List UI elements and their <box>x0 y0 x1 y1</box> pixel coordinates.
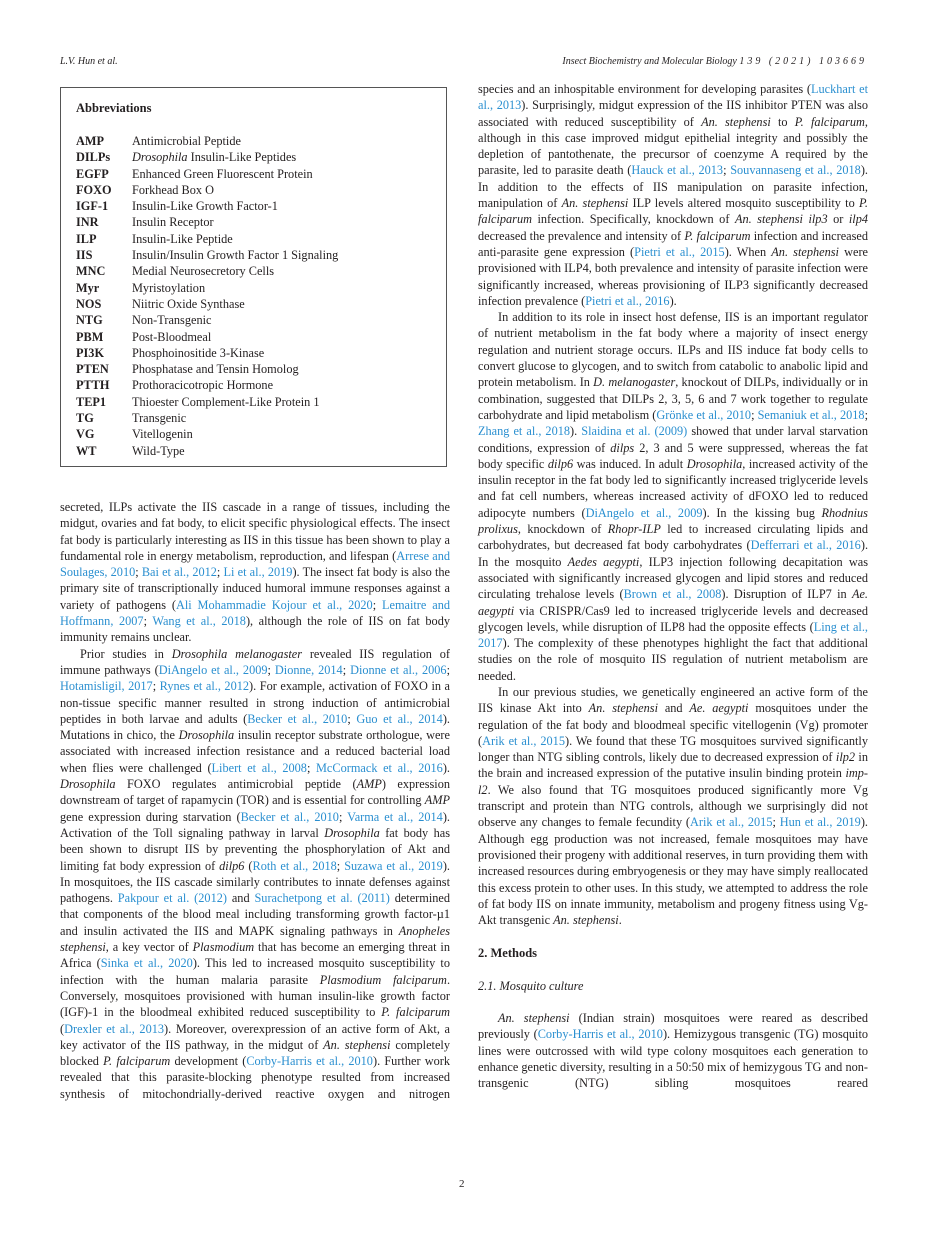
italic-text: Rhodnius prolixus <box>478 505 868 537</box>
text-run: was induced. In adult <box>573 456 687 471</box>
text-run: via CRISPR/Cas9 led to increased triglyceride levels and decreased glycogen levels, while disruption of ILP8 had the opposite effects ( <box>478 603 868 634</box>
text-run: ). <box>570 424 582 439</box>
text-run: ; <box>336 858 345 873</box>
text-run: ; <box>446 662 450 677</box>
text-run: . We also found that TG mosquitoes produced significantly more Vg transcript and protein than NTG controls, although we surprisingly did not observe any changes to female fecundity ( <box>478 782 868 830</box>
text-run: ). Disruption of ILP7 in <box>721 587 852 602</box>
abbreviation-definition <box>132 247 338 263</box>
italic-text: Anopheles stephensi <box>60 923 450 955</box>
subsection-heading-mosquito-culture: 2.1. Mosquito culture <box>478 978 584 993</box>
abbreviation-row <box>76 247 436 263</box>
text-run: Phosphatase and Tensin Homolog <box>132 362 299 377</box>
abbreviation-definition <box>132 377 273 393</box>
abbreviation-definition <box>132 345 264 361</box>
abbreviation-row <box>76 214 436 230</box>
text-run: fat body has been shown to disrupt IIS by preventing the phosphorylation of Akt and limiting fat body expression of <box>60 825 450 873</box>
text-run: ; <box>338 809 348 824</box>
citation-link[interactable]: Arik et al., 2015 <box>482 733 565 748</box>
text-run: , knockdown of <box>517 522 608 537</box>
citation-link[interactable]: Bai et al., 2012 <box>141 565 217 580</box>
text-run: Antimicrobial Peptide <box>132 134 241 148</box>
italic-text: dilp6 <box>547 456 574 471</box>
text-run: In addition to its role in insect host defense, IIS is an important regulator of nutrient metabolism in the fat body where a majority of insect energy regulation and nutrient storage occurs. ILPs and IIS induce fat body cells to convert glucose to glycogen, and to switch from catabolic to anabolic lipid and protein metabolism. In <box>478 310 868 390</box>
citation-link[interactable]: DiAngelo et al., 2009 <box>158 662 268 677</box>
italic-text: P. falciparum <box>381 1005 450 1020</box>
text-run: Wild-Type <box>132 443 185 458</box>
text-run: development ( <box>170 1054 247 1069</box>
abbreviation-definition <box>132 361 299 377</box>
citation-link[interactable]: Suzawa et al., 2019 <box>344 858 443 873</box>
italic-text: An. stephensi <box>553 913 619 928</box>
citation-link[interactable]: Drexler et al., 2013 <box>64 1021 165 1036</box>
text-run: , increased activity of the insulin receptor in the fat body led to significantly increased triglyceride levels and fat cell numbers, whereas increased activity of dFOXO led to reduced adipocyte numbers ( <box>478 456 868 520</box>
abbreviation-row <box>76 280 436 296</box>
abbreviation-row <box>76 166 436 182</box>
italic-text: AMP <box>424 793 450 808</box>
text-run: decreased the prevalence and intensity of <box>478 228 685 243</box>
citation-link[interactable]: Zhang et al., 2018 <box>478 424 571 439</box>
text-run: Insulin-Like Peptide <box>132 231 233 246</box>
citation-link[interactable]: Lemaitre and Hoffmann, 2007 <box>60 597 450 629</box>
text-run: insulin receptor substrate orthologue, were associated with increased infection resistance and a reduced bacterial load when flies were challenged ( <box>60 728 450 775</box>
text-run: mosquitoes under the regulation of the fat body and bloodmeal specific vitellogenin (Vg) promoter ( <box>478 701 869 748</box>
text-run: ). Mutations in chico, the <box>60 711 450 743</box>
text-run: ; <box>751 407 758 422</box>
italic-text: An. stephensi <box>771 244 839 259</box>
text-run: Phosphoinositide 3-Kinase <box>132 345 265 360</box>
italic-text: P. falciparum <box>103 1054 171 1069</box>
citation-link[interactable]: Grönke et al., 2010 <box>656 407 752 422</box>
text-run: or <box>827 212 849 227</box>
abbreviation-key: AMP <box>76 134 104 148</box>
text-run: ). In mosquitoes, the IIS cascade similarly contributes to innate defenses against pathogens. <box>60 858 450 906</box>
text-run: Post-Bloodmeal <box>132 329 212 344</box>
citation-link[interactable]: Becker et al., 2010 <box>240 809 339 824</box>
abbreviation-row <box>76 296 436 312</box>
text-run: Prothoracicotropic Hormone <box>132 378 274 393</box>
italic-text: Drosophila <box>178 728 235 743</box>
text-run: In our previous studies, we genetically engineered an active form of the IIS kinase Akt into <box>478 684 868 716</box>
text-run: revealed IIS regulation of immune pathways ( <box>60 646 450 677</box>
abbreviation-key: IIS <box>76 248 93 263</box>
section-heading-methods: 2. Methods <box>478 946 538 961</box>
paragraph <box>478 684 868 928</box>
text-run: Insulin-Like Growth Factor-1 <box>132 199 278 214</box>
abbreviation-row <box>76 182 436 198</box>
text-run: ). Moreover, overexpression of an active form of Akt, a key activator of the IIS pathway, in the midgut of <box>60 1021 450 1052</box>
italic-text: Drosophila melanogaster <box>171 646 303 661</box>
paragraph <box>478 81 868 309</box>
abbreviation-definition <box>132 394 320 410</box>
italic-text: An. stephensi <box>498 1011 570 1026</box>
text-run: ). For example, activation of FOXO in a non-tissue specific manner resulted in strong induction of antimicrobial peptides in both larvae and adults ( <box>60 679 451 726</box>
text-run: Myristoylation <box>132 280 206 295</box>
citation-link[interactable]: Dionne et al., 2006 <box>350 662 447 677</box>
text-run: , although in this case improved midgut epithelial integrity and possibly the depletion of pantothenate, the precursor of coenzyme A required by the parasite, led to parasite death ( <box>478 114 868 178</box>
abbreviation-definition <box>132 312 211 328</box>
text-run: ; <box>152 679 160 694</box>
abbreviation-definition <box>132 329 211 345</box>
journal-name: Insect Biochemistry and Molecular Biology <box>562 56 737 67</box>
text-run: Insulin Receptor <box>132 215 214 230</box>
text-run: completely blocked <box>60 1037 450 1069</box>
abbreviation-key: PBM <box>76 329 104 344</box>
italic-text: D. melanogaster <box>593 375 676 390</box>
abbreviation-row <box>76 312 436 328</box>
abbreviation-definition <box>132 410 186 426</box>
italic-text: P. falciparum <box>478 196 868 227</box>
text-run: determined that components of the blood meal including transforming growth factor-µ1 and insulin activated the IIS and MAPK signaling pathways in <box>60 891 451 938</box>
running-header-authors: L.V. Hun et al. <box>60 56 118 67</box>
italic-text: ilp2 <box>835 750 856 765</box>
abbreviation-definition <box>132 133 241 149</box>
text-run: Vitellogenin <box>132 427 193 442</box>
text-run: infection and increased anti-parasite gene expression ( <box>478 228 868 259</box>
abbreviation-key: EGFP <box>76 166 109 181</box>
italic-text: Ae. aegypti <box>689 701 749 716</box>
citation-link[interactable]: Corby-Harris et al., 2010 <box>537 1027 663 1042</box>
abbreviation-key: TEP1 <box>76 394 107 409</box>
text-run: showed that under larval starvation conditions, expression of <box>478 424 868 455</box>
text-run: ). The complexity of these phenotypes highlight the fact that additional studies on the role of mosquito IIS regulation of nutrient metabolism are needed. <box>478 636 868 683</box>
text-run: Prior studies in <box>80 646 172 661</box>
abbreviation-definition <box>132 166 313 182</box>
italic-text: AMP <box>356 777 382 792</box>
text-run: Transgenic <box>132 411 187 426</box>
text-run: and <box>657 701 690 716</box>
italic-text: Plasmodium falciparum <box>319 972 447 987</box>
abbreviation-key: FOXO <box>76 182 112 197</box>
abbreviation-key: ILP <box>76 231 97 246</box>
text-run: , ILP3 injection following decapitation was associated with significantly increased glycogen and lipid stores and reduced circulating trehalose levels ( <box>478 554 868 602</box>
citation-link[interactable]: Ali Mohammadie Kojour et al., 2020 <box>175 597 373 612</box>
italic-text: An. stephensi <box>588 701 658 716</box>
citation-link[interactable]: Souvannaseng et al., 2018 <box>730 163 861 178</box>
abbreviation-row <box>76 345 436 361</box>
text-run: . <box>618 913 622 928</box>
text-run: ). <box>669 293 677 308</box>
citation-link[interactable]: Semaniuk et al., 2018 <box>757 407 865 422</box>
italic-text: P. falciparum <box>794 114 865 129</box>
abbreviation-row <box>76 133 436 149</box>
abbreviation-key: IGF-1 <box>76 199 109 214</box>
text-run: , knockout of DILPs, individually or in combination, suggested that DILPs 2, 3, 5, 6 and 7 work together to regulate carbohydrate and lipid metabolism ( <box>478 375 869 422</box>
page-number: 2 <box>459 1178 465 1190</box>
abbreviation-key: DILPs <box>76 150 111 165</box>
italic-text: An. stephensi <box>701 114 771 129</box>
text-run: ; <box>772 815 780 830</box>
italic-text: An. stephensi <box>323 1037 391 1052</box>
text-run: and <box>226 891 255 906</box>
abbreviation-key: PI3K <box>76 345 105 360</box>
abbreviation-row <box>76 149 436 165</box>
abbreviation-definition <box>132 443 185 459</box>
citation-link[interactable]: Luckhart et al., 2013 <box>478 82 868 113</box>
volume-info: 139 (2021) 103669 <box>739 56 867 67</box>
citation-link[interactable]: Ling et al., 2017 <box>478 619 868 651</box>
text-run: gene expression during starvation ( <box>60 809 241 824</box>
text-run: ; <box>372 597 382 612</box>
abbreviation-row <box>76 361 436 377</box>
text-run: ). We found that these TG mosquitoes survived significantly longer than NTG sibling controls, likely due to decreased expression of <box>478 733 868 765</box>
text-run: Insulin-Like Peptides <box>187 150 297 165</box>
text-run: ; <box>143 614 153 629</box>
citation-link[interactable]: Slaidina et al. (2009) <box>581 424 688 439</box>
citation-link[interactable]: Pietri et al., 2016 <box>585 293 670 308</box>
abbreviation-definition <box>132 149 296 165</box>
text-run: ). Although egg production was not increased, female mosquitoes may have provisioned their progeny with additional reserves, in turn providing them with increased resources during embryogenesis or they may have simply reallocated this excess protein to other uses. In this study, we attempted to address the role of fat body IIS on innate immunity, metabolism and progeny fitness using Vg-Akt transgenic <box>478 815 868 928</box>
text-run: ). When <box>724 244 772 259</box>
abbreviation-definition <box>132 280 205 296</box>
paragraph <box>60 646 450 1102</box>
text-run: ; <box>723 163 731 178</box>
citation-link[interactable]: Li et al., 2019 <box>223 565 293 580</box>
text-run: ; <box>342 662 351 677</box>
abbreviation-row <box>76 426 436 442</box>
left-column <box>60 499 450 1102</box>
text-run: were provisioned with ILP4, both prevalence and intensity of parasite infection were significantly increased, whereas provisioning of ILP3 significantly decreased infection prevalence ( <box>478 244 868 308</box>
text-run: ). Hemizygous transgenic (TG) mosquito lines were outcrossed with wild type colony mosquitoes each generation to enhance genetic diversity, resulting in a 50:50 mix of hemizygous TG and non-transgenic (NTG) sibling mosquitoes reared <box>478 1027 869 1091</box>
text-run: ). <box>442 760 450 775</box>
citation-link[interactable]: Varma et al., 2014 <box>347 809 443 824</box>
citation-link[interactable]: McCormack et al., 2016 <box>316 760 443 775</box>
italic-text: Drosophila <box>324 825 380 840</box>
abbreviation-definition <box>132 214 214 230</box>
abbreviation-key: TG <box>76 411 94 426</box>
text-run: ), although the role of IIS on fat body immunity remains unclear. <box>60 614 450 645</box>
text-run: ). Activation of the Toll signaling pathway in larval <box>60 809 450 840</box>
text-run: Non-Transgenic <box>132 313 212 328</box>
citation-link[interactable]: Guo et al., 2014 <box>356 711 443 726</box>
italic-text: An. stephensi <box>561 196 629 211</box>
text-run: FOXO regulates antimicrobial peptide ( <box>115 777 357 792</box>
abbreviation-row <box>76 198 436 214</box>
text-run: ; <box>267 662 275 677</box>
italic-text: Plasmodium <box>192 940 255 955</box>
text-run: ; <box>306 760 316 775</box>
text-run: ). In addition to the effects of IIS manipulation on parasite infection, manipulation of <box>478 163 868 211</box>
citation-link[interactable]: Sinka et al., 2020 <box>100 956 193 971</box>
abbreviation-key: PTTH <box>76 378 110 393</box>
text-run: ; <box>347 711 357 726</box>
abbreviation-key: NOS <box>76 296 102 311</box>
abbreviation-row <box>76 263 436 279</box>
italic-text: ilp4 <box>848 212 868 227</box>
text-run: ; <box>864 407 868 422</box>
italic-text: Ae. aegypti <box>478 587 868 618</box>
abbreviation-key: Myr <box>76 280 100 295</box>
text-run: led to increased circulating lipids and carbohydrates, but decreased fat body carbohydrates ( <box>478 522 868 553</box>
citation-link[interactable]: Hotamisligil, 2017 <box>60 679 153 694</box>
text-run: ). Surprisingly, midgut expression of the IIS inhibitor PTEN was also associated with reduced susceptibility of <box>478 98 868 129</box>
text-run: that has become an emerging threat in Africa ( <box>60 940 450 971</box>
text-run: Insulin/Insulin Growth Factor 1 Signaling <box>132 248 339 263</box>
text-run: secreted, ILPs activate the IIS cascade in a range of tissues, including the midgut, ovaries and fat body, to elicit specific physiological effects. The insect fat body is particularly interesting as IIS in this tissue has been shown to play a fundamental role in energy metabolism, reproduction, and lifespan ( <box>60 500 450 563</box>
italic-text: P. falciparum <box>684 228 751 243</box>
text-run: 2, 3 and 5 were suppressed, whereas the fat body specific <box>478 440 868 471</box>
paragraph <box>478 309 868 684</box>
abbreviation-key: WT <box>76 443 97 458</box>
abbreviation-definition <box>132 426 193 442</box>
citation-link[interactable]: Pietri et al., 2015 <box>634 244 725 259</box>
text-run: Enhanced Green Fluorescent Protein <box>132 166 313 181</box>
citation-link[interactable]: Roth et al., 2018 <box>252 858 337 873</box>
text-run: species and an inhospitable environment for developing parasites ( <box>478 82 811 96</box>
text-run: ILP levels altered mosquito susceptibility to <box>628 196 859 211</box>
text-run: to <box>770 114 795 129</box>
text-run: , a key vector of <box>105 940 193 955</box>
citation-link[interactable]: Surachetpong et al. (2011) <box>254 891 390 906</box>
citation-link[interactable]: Libert et al., 2008 <box>211 760 307 775</box>
citation-link[interactable]: Arik et al., 2015 <box>690 815 773 830</box>
text-run: ). The insect fat body is also the primary site of transcriptionally induced humoral immune responses against a variety of pathogens ( <box>60 565 450 612</box>
citation-link[interactable]: Rynes et al., 2012 <box>159 679 250 694</box>
citation-link[interactable]: Brown et al., 2008 <box>623 587 722 602</box>
abbreviation-key: NTG <box>76 313 103 328</box>
abbreviation-row <box>76 329 436 345</box>
abbreviation-row <box>76 377 436 393</box>
text-run: ( <box>244 858 253 873</box>
citation-link[interactable]: Hun et al., 2019 <box>779 815 861 830</box>
citation-link[interactable]: Hauck et al., 2013 <box>631 163 724 178</box>
text-run: Thioester Complement-Like Protein 1 <box>132 394 320 409</box>
italic-text: Rhopr-ILP <box>607 522 661 537</box>
abbreviation-key: VG <box>76 427 95 442</box>
citation-link[interactable]: Arrese and Soulages, 2010 <box>60 548 450 580</box>
running-header-journal <box>562 54 867 70</box>
italic-text: Drosophila <box>686 456 743 471</box>
abbreviation-key: PTEN <box>76 362 109 377</box>
abbreviation-key: INR <box>76 215 99 230</box>
abbreviation-definition <box>132 231 233 247</box>
italic-text: imp-l2 <box>478 766 868 797</box>
abbreviations-list <box>76 133 436 459</box>
paragraph <box>478 1010 868 1091</box>
citation-link[interactable]: DiAngelo et al., 2009 <box>585 505 703 520</box>
citation-link[interactable]: Defferrari et al., 2016 <box>750 538 861 553</box>
italic-text: An. stephensi ilp3 <box>734 212 828 227</box>
text-run: in the brain and increased expression of the putative insulin binding protein <box>478 750 868 781</box>
abbreviation-row <box>76 394 436 410</box>
citation-link[interactable]: Dionne, 2014 <box>274 662 343 677</box>
italic-text: dilp6 <box>219 858 245 873</box>
right-column <box>478 81 868 1092</box>
citation-link[interactable]: Pakpour et al. (2012) <box>117 891 227 906</box>
abbreviation-row <box>76 231 436 247</box>
text-run: . Conversely, mosquitoes provisioned with human insulin-like growth factor (IGF)-1 in the bloodmeal exhibited reduced susceptibility to <box>60 972 451 1020</box>
abbreviations-box <box>60 87 447 467</box>
citation-link[interactable]: Wang et al., 2018 <box>152 614 246 629</box>
text-run: ; <box>216 565 224 580</box>
text-run: ) expression downstream of target of rapamycin (TOR) and is essential for controlling <box>60 777 451 808</box>
abbreviation-row <box>76 410 436 426</box>
text-run: ). Further work revealed that this parasite-blocking phenotype resulted from increased synthesis of mitochondrially-derived reactive oxygen and nitrogen <box>60 1054 451 1101</box>
abbreviations-title: Abbreviations <box>76 101 152 115</box>
abbreviation-definition <box>132 263 274 279</box>
abbreviation-definition <box>132 198 278 214</box>
italic-text: dilps <box>610 440 635 455</box>
text-run: infection. Specifically, knockdown of <box>531 212 735 227</box>
italic-text: Aedes aegypti <box>567 554 640 569</box>
text-run: Forkhead Box O <box>132 182 214 197</box>
italic-text: Drosophila <box>132 150 188 165</box>
text-run: (Indian strain) mosquitoes were reared as described previously ( <box>478 1011 868 1042</box>
citation-link[interactable]: Corby-Harris et al., 2010 <box>246 1054 373 1069</box>
abbreviation-key: MNC <box>76 264 106 279</box>
text-run: Niitric Oxide Synthase <box>132 296 245 311</box>
text-run: ). This led to increased mosquito susceptibility to infection with the human malaria parasite <box>60 956 450 987</box>
text-run: Medial Neurosecretory Cells <box>132 264 275 279</box>
abbreviation-row <box>76 443 436 459</box>
abbreviation-definition <box>132 182 214 198</box>
text-run: ; <box>135 565 142 580</box>
citation-link[interactable]: Becker et al., 2010 <box>247 711 348 726</box>
italic-text: Drosophila <box>60 777 116 792</box>
text-run: ( <box>60 1021 65 1036</box>
text-run: ). In the mosquito <box>478 538 869 569</box>
paragraph <box>60 499 450 646</box>
abbreviation-definition <box>132 296 245 312</box>
text-run: ). In the kissing bug <box>702 505 822 520</box>
